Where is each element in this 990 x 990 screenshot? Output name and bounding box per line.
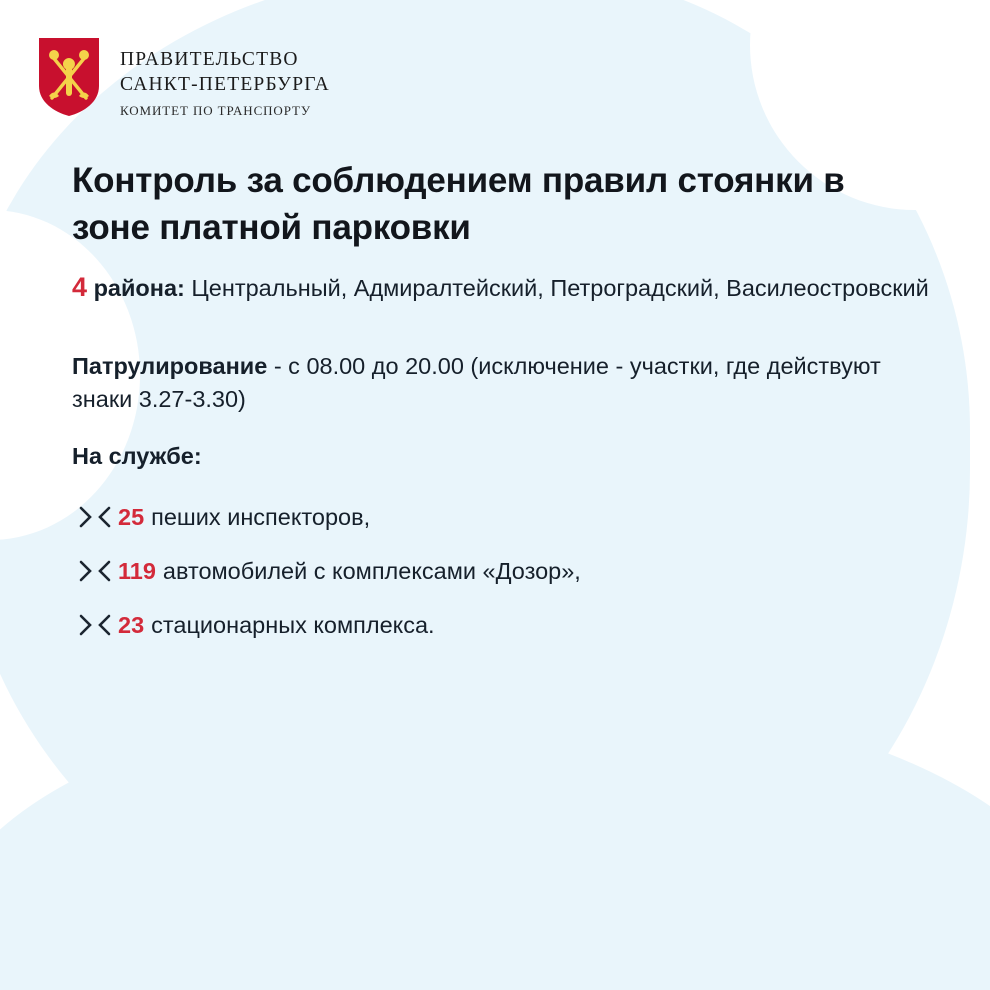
bullet-marker-icon xyxy=(72,558,118,584)
spb-coat-of-arms-icon xyxy=(36,36,102,118)
patrol-value: - с 08.00 до 20.00 (исключение - участки, где действуют знаки 3.27-3.30) xyxy=(72,353,881,413)
list-item-label: автомобилей с комплексами «Дозор», xyxy=(162,557,581,584)
on-duty-list xyxy=(72,490,912,652)
list-item xyxy=(72,598,912,652)
list-item xyxy=(72,490,912,544)
org-line-3: КОМИТЕТ ПО ТРАНСПОРТУ xyxy=(120,102,311,118)
org-name xyxy=(120,36,330,119)
districts-value: Центральный, Адмиралтейский, Петроградский, Василеостровский xyxy=(191,275,929,301)
districts-count: 4 xyxy=(72,272,88,302)
on-duty-title: На службе: xyxy=(72,443,202,469)
patrol-label: Патрулирование xyxy=(72,353,268,379)
list-item-label: стационарных комплекса. xyxy=(151,611,435,638)
org-line-2: САНКТ-ПЕТЕРБУРГА xyxy=(120,73,330,95)
page-title: Контроль за соблюдением правил стоянки в зоне платной парковки xyxy=(72,161,845,247)
bullet-marker-icon xyxy=(72,612,118,638)
districts-line xyxy=(72,268,932,306)
header xyxy=(36,36,330,119)
list-item-count: 23 xyxy=(118,611,145,638)
list-item xyxy=(72,544,912,598)
list-item-label: пеших инспекторов, xyxy=(151,503,371,530)
list-item-count: 25 xyxy=(118,503,145,530)
districts-label: района: xyxy=(93,275,185,301)
list-item-count: 119 xyxy=(118,557,156,584)
patrol-line xyxy=(72,350,932,417)
org-line-1: ПРАВИТЕЛЬСТВО xyxy=(120,49,299,70)
bullet-marker-icon xyxy=(72,504,118,530)
